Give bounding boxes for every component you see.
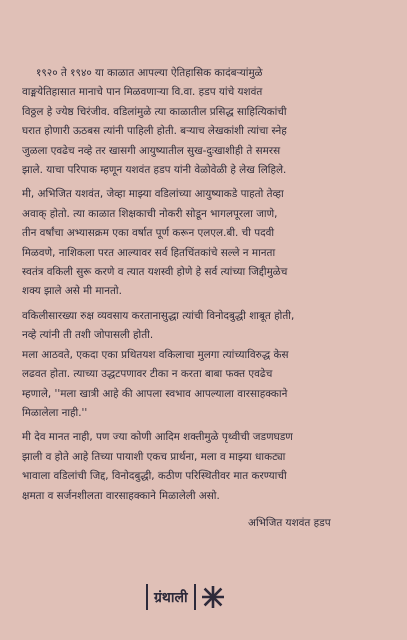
text-line: वकिलीसारख्या रुक्ष व्यवसाय करतानासुद्धा त्यांची विनोदबुद्धी शाबूत होती, bbox=[22, 309, 295, 322]
text-line: लढवत होता. त्याच्या उद्धटपणावर टीका न करता बाबा फक्त एवढेच bbox=[22, 368, 273, 381]
text-line: झाली व होते आहे तिच्या पायाशी एकच प्रार्थना, मला व माझ्या धाकट्या bbox=[22, 450, 286, 463]
paragraph-humour bbox=[22, 307, 386, 346]
text-line: नव्हे त्यांनी ती तशी जोपासली होती. bbox=[22, 329, 154, 342]
text-line: मिळवणे, नाशिकला परत आल्यावर सर्व हितचिंतकांचे सल्ले न मानता bbox=[22, 246, 276, 259]
text-line: जुळला एवढेच नव्हे तर खासगी आयुष्यातील सुख-दुःखाशीही ते समरस bbox=[22, 144, 281, 157]
text-line: झाले. याचा परिपाक म्हणून यशवंत हडप यांनी वेळोवेळी हे लेख लिहिले. bbox=[22, 164, 287, 177]
publisher-logo bbox=[146, 584, 224, 610]
paragraph-intro bbox=[22, 64, 386, 180]
text-line: मी, अभिजित यशवंत, जेव्हा माझ्या वडिलांच्या आयुष्याकडे पाहतो तेव्हा bbox=[22, 188, 284, 201]
star-burst-icon bbox=[202, 586, 224, 608]
text-line: स्वतंत्र वकिली सुरू करणे व त्यात यशस्वी होणे हे सर्व त्यांच्या जिद्दीमुळेच bbox=[22, 266, 288, 279]
text-line: अवाक् होतो. त्या काळात शिक्षकाची नोकरी सोडून भागलपूरला जाणे, bbox=[22, 207, 278, 220]
author-signature: अभिजित यशवंत हडप bbox=[248, 517, 331, 529]
text-line: तीन वर्षांचा अभ्यासक्रम एका वर्षात पूर्ण करून एलएल.बी. ची पदवी bbox=[22, 227, 275, 240]
text-line: भावाला वडिलांची जिद्द, विनोदबुद्धी, कठीण परिस्थितीवर मात करण्याची bbox=[22, 470, 287, 483]
publisher-name: ग्रंथाली bbox=[146, 584, 196, 610]
blurb-text bbox=[22, 64, 386, 506]
text-line: शक्य झाले असे मी मानतो. bbox=[22, 285, 122, 298]
text-line: मिळालेला नाही.'' bbox=[22, 406, 88, 419]
text-line: १९२० ते १९४० या काळात आपल्या ऐतिहासिक कादंबऱ्यांमुळे bbox=[36, 67, 263, 79]
text-line: क्षमता व सर्जनशीलता वारसाहक्काने मिळालेली असो. bbox=[22, 489, 220, 502]
text-line: मी देव मानत नाही, पण ज्या कोणी आदिम शक्तीमुळे पृथ्वीची जडणघडण bbox=[22, 431, 293, 444]
paragraph-son bbox=[22, 185, 386, 301]
text-line: वाङ्मयेतिहासात मानाचे पान मिळवणाऱ्या वि.वा. हडप यांचे यशवंत bbox=[22, 86, 263, 99]
text-line: घरात होणारी ऊठबस त्यांनी पाहिली होती. बऱ्याच लेखकांशी त्यांचा स्नेह bbox=[22, 125, 287, 138]
text-line: म्हणाले, ''मला खात्री आहे की आपला स्वभाव आपल्याला वारसाहक्काने bbox=[22, 387, 288, 400]
paragraph-anecdote bbox=[22, 346, 386, 424]
text-line: विठ्ठल हे ज्येष्ठ चिरंजीव. वडिलांमुळे त्या काळातील प्रसिद्ध साहित्यिकांची bbox=[22, 105, 287, 118]
text-line: मला आठवते, एकदा एका प्रथितयश वकिलाचा मुलगा त्यांच्याविरुद्ध केस bbox=[22, 348, 289, 361]
paragraph-prayer bbox=[22, 428, 386, 506]
